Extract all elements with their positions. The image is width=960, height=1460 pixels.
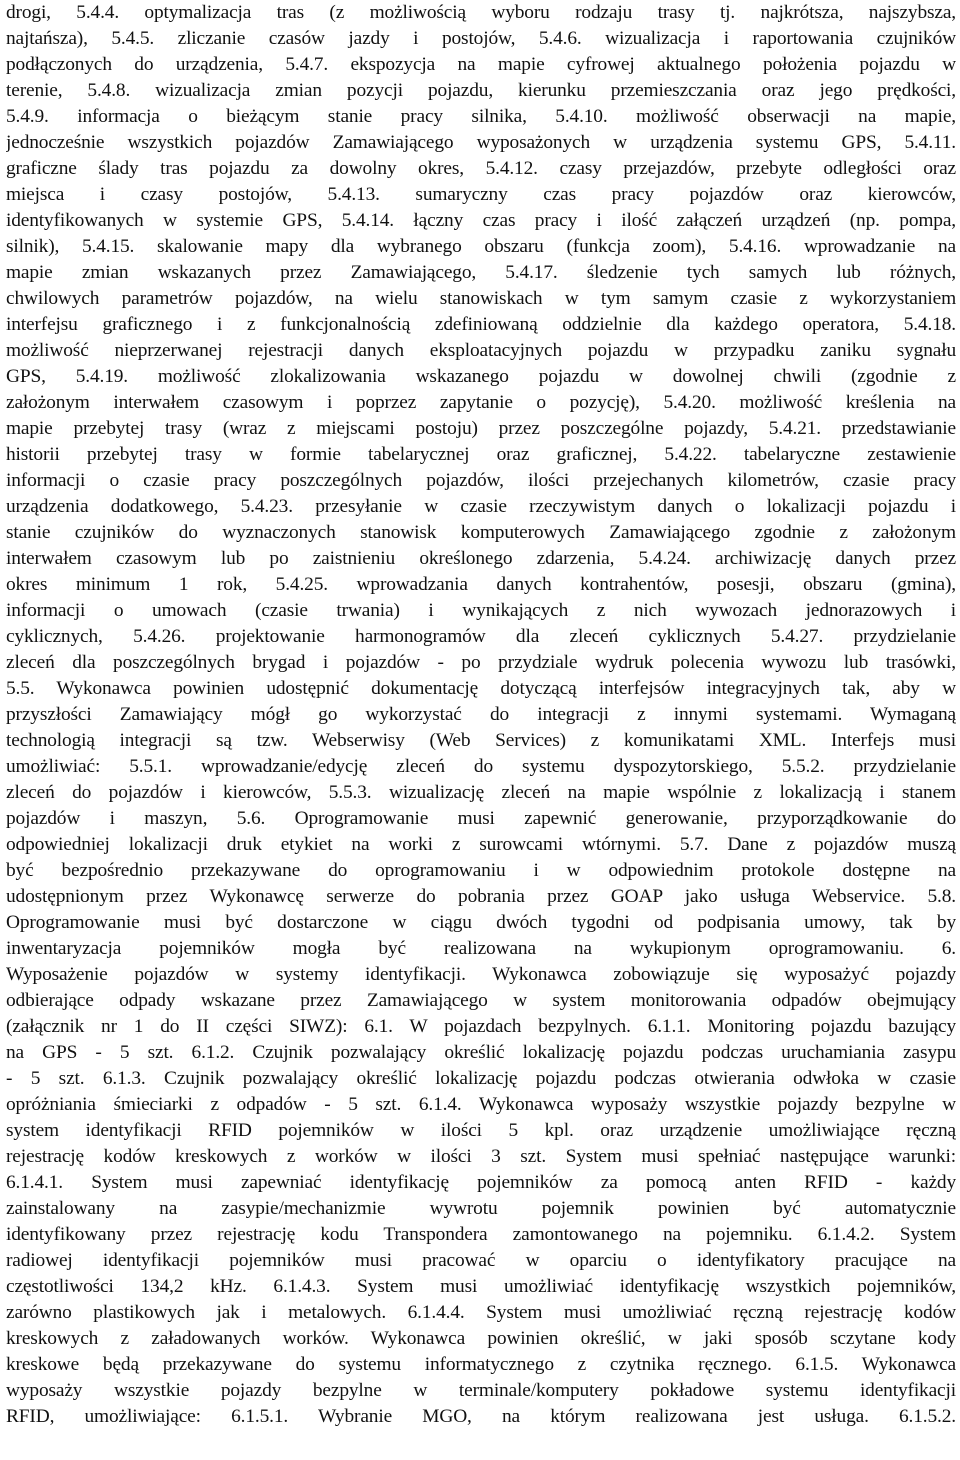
text-line: możliwość nieprzerwanej rejestracji danych eksploatacyjnych pojazdu w przypadku zaniku sygnału bbox=[6, 340, 956, 361]
text-line: być bezpośrednio przekazywane do oprogramowaniu i w odpowiednim protokole dostępne na bbox=[6, 860, 956, 881]
text-line: umożliwiać: 5.5.1. wprowadzanie/edycję zleceń do systemu dyspozytorskiego, 5.5.2. przydzielanie bbox=[6, 756, 956, 777]
text-line: interfejsu graficznego i z funkcjonalnością zdefiniowaną oddzielnie dla każdego operatora, 5.4.18. bbox=[6, 314, 956, 335]
text-line: zarówno plastikowych jak i metalowych. 6.1.4.4. System musi umożliwiać ręczną rejestrację kodów bbox=[6, 1302, 956, 1323]
text-line: najtańsza), 5.4.5. zliczanie czasów jazdy i postojów, 5.4.6. wizualizacja i raportowania czujników bbox=[6, 28, 956, 49]
text-line: cyklicznych, 5.4.26. projektowanie harmonogramów dla zleceń cyklicznych 5.4.27. przydzielanie bbox=[6, 626, 956, 647]
text-line: interwałem czasowym lub po zaistnieniu określonego zdarzenia, 5.4.24. archiwizację danych przez bbox=[6, 548, 956, 569]
text-line: inwentaryzacja pojemników mogła być realizowana na wykupionym oprogramowaniu. 6. bbox=[6, 938, 956, 959]
text-line: 6.1.4.1. System musi zapewniać identyfikację pojemników za pomocą anten RFID - każdy bbox=[6, 1172, 956, 1193]
text-line: graficzne ślady tras pojazdu za dowolny okres, 5.4.12. czasy przejazdów, przebyte odległości oraz bbox=[6, 158, 956, 179]
text-line: wyposaży wszystkie pojazdy bezpylne w terminale/komputery pokładowe systemu identyfikacji bbox=[6, 1380, 956, 1401]
text-line: Wyposażenie pojazdów w systemy identyfikacji. Wykonawca zobowiązuje się wyposażyć pojazdy bbox=[6, 964, 956, 985]
text-line: RFID, umożliwiające: 6.1.5.1. Wybranie MGO, na którym realizowana jest usługa. 6.1.5.2. bbox=[6, 1406, 956, 1427]
text-line: mapie zmian wskazanych przez Zamawiającego, 5.4.17. śledzenie tych samych lub różnych, bbox=[6, 262, 956, 283]
text-line: przyszłości Zamawiający mógł go wykorzystać do integracji z innymi systemami. Wymaganą bbox=[6, 704, 956, 725]
text-line: identyfikowany przez rejestrację kodu Transpondera zamontowanego na pojemniku. 6.1.4.2. System bbox=[6, 1224, 956, 1245]
text-line: kreskowe będą przekazywane do systemu informatycznego z czytnika ręcznego. 6.1.5. Wykonawca bbox=[6, 1354, 956, 1375]
text-line: kreskowych z załadowanych worków. Wykonawca powinien określić, w jaki sposób sczytane kody bbox=[6, 1328, 956, 1349]
text-line: 5.5. Wykonawca powinien udostępnić dokumentację dotyczącą interfejsów integracyjnych tak, aby w bbox=[6, 678, 956, 699]
text-line: okres minimum 1 rok, 5.4.25. wprowadzania danych kontrahentów, posesji, obszaru (gmina), bbox=[6, 574, 956, 595]
text-line: zleceń do pojazdów i kierowców, 5.5.3. wizualizację zleceń na mapie wspólnie z lokalizacją i stanem bbox=[6, 782, 956, 803]
text-line: urządzenia dodatkowego, 5.4.23. przesyłanie w czasie rzeczywistym danych o lokalizacji pojazdu i bbox=[6, 496, 956, 517]
text-line: stanie czujników do wyznaczonych stanowisk komputerowych Zamawiającego zgodnie z założonym bbox=[6, 522, 956, 543]
text-line: historii przebytej trasy w formie tabelarycznej oraz graficznej, 5.4.22. tabelaryczne zestawienie bbox=[6, 444, 956, 465]
text-line: informacji o umowach (czasie trwania) i wynikających z nich wywozach jednorazowych i bbox=[6, 600, 956, 621]
text-line: na GPS - 5 szt. 6.1.2. Czujnik pozwalający określić lokalizację pojazdu podczas uruchamiania zasypu bbox=[6, 1042, 956, 1063]
text-line: identyfikowanych w systemie GPS, 5.4.14. łączny czas pracy i ilość załączeń urządzeń (np. pompa, bbox=[6, 210, 956, 231]
text-line: technologią integracji są tzw. Webserwisy (Web Services) z komunikatami XML. Interfejs musi bbox=[6, 730, 956, 751]
text-line: - 5 szt. 6.1.3. Czujnik pozwalający określić lokalizację pojazdu podczas otwierania odwłoka w czasie bbox=[6, 1068, 956, 1089]
text-line: rejestrację kodów kreskowych z worków w ilości 3 szt. System musi spełniać następujące warunki: bbox=[6, 1146, 956, 1167]
text-line: miejsca i czasy postojów, 5.4.13. sumaryczny czas pracy pojazdów oraz kierowców, bbox=[6, 184, 956, 205]
text-line: jednocześnie wszystkich pojazdów Zamawiającego wyposażonych w urządzenia systemu GPS, 5.4.11. bbox=[6, 132, 956, 153]
text-line: 5.4.9. informacja o bieżącym stanie pracy silnika, 5.4.10. możliwość obserwacji na mapie, bbox=[6, 106, 956, 127]
text-line: radiowej identyfikacji pojemników musi pracować w oparciu o identyfikatory pracujące na bbox=[6, 1250, 956, 1271]
text-line: silnik), 5.4.15. skalowanie mapy dla wybranego obszaru (funkcja zoom), 5.4.16. wprowadzanie na bbox=[6, 236, 956, 257]
text-line: mapie przebytej trasy (wraz z miejscami postoju) przez poszczególne pojazdy, 5.4.21. przedstawianie bbox=[6, 418, 956, 439]
text-line: system identyfikacji RFID pojemników w ilości 5 kpl. oraz urządzenie umożliwiające ręczną bbox=[6, 1120, 956, 1141]
text-line: podłączonych do urządzenia, 5.4.7. ekspozycja na mapie cyfrowej aktualnego położenia pojazdu w bbox=[6, 54, 956, 75]
text-line: zainstalowany na zasypie/mechanizmie wywrotu pojemnik powinien być automatycznie bbox=[6, 1198, 956, 1219]
text-line: terenie, 5.4.8. wizualizacja zmian pozycji pojazdu, kierunku przemieszczania oraz jego prędkości, bbox=[6, 80, 956, 101]
text-line: odbierające odpady wskazane przez Zamawiającego w system monitorowania odpadów obejmujący bbox=[6, 990, 956, 1011]
text-line: informacji o czasie pracy poszczególnych pojazdów, ilości przejechanych kilometrów, czasie pracy bbox=[6, 470, 956, 491]
text-line: założonym interwałem czasowym i poprzez zapytanie o pozycję), 5.4.20. możliwość kreślenia na bbox=[6, 392, 956, 413]
text-line: GPS, 5.4.19. możliwość zlokalizowania wskazanego pojazdu w dowolnej chwili (zgodnie z bbox=[6, 366, 956, 387]
body-text bbox=[6, 0, 956, 1430]
text-line: częstotliwości 134,2 kHz. 6.1.4.3. System musi umożliwiać identyfikację wszystkich pojemników, bbox=[6, 1276, 956, 1297]
text-line: pojazdów i maszyn, 5.6. Oprogramowanie musi zapewnić generowanie, przyporządkowanie do bbox=[6, 808, 956, 829]
text-line: zleceń dla poszczególnych brygad i pojazdów - po przydziale wydruk polecenia wywozu lub trasówki, bbox=[6, 652, 956, 673]
text-line: (załącznik nr 1 do II części SIWZ): 6.1. W pojazdach bezpylnych. 6.1.1. Monitoring pojazdu bazujący bbox=[6, 1016, 956, 1037]
text-line: chwilowych parametrów pojazdów, na wielu stanowiskach w tym samym czasie z wykorzystaniem bbox=[6, 288, 956, 309]
text-line: Oprogramowanie musi być dostarczone w ciągu dwóch tygodni od podpisania umowy, tak by bbox=[6, 912, 956, 933]
text-line: opróżniania śmieciarki z odpadów - 5 szt. 6.1.4. Wykonawca wyposaży wszystkie pojazdy bezpylne w bbox=[6, 1094, 956, 1115]
text-line: udostępnionym przez Wykonawcę serwerze do pobrania przez GOAP jako usługa Webservice. 5.8. bbox=[6, 886, 956, 907]
text-line: drogi, 5.4.4. optymalizacja tras (z możliwością wyboru rodzaju trasy tj. najkrótsza, najszybsza, bbox=[6, 2, 956, 23]
text-line: odpowiedniej lokalizacji druk etykiet na worki z surowcami wtórnymi. 5.7. Dane z pojazdów muszą bbox=[6, 834, 956, 855]
